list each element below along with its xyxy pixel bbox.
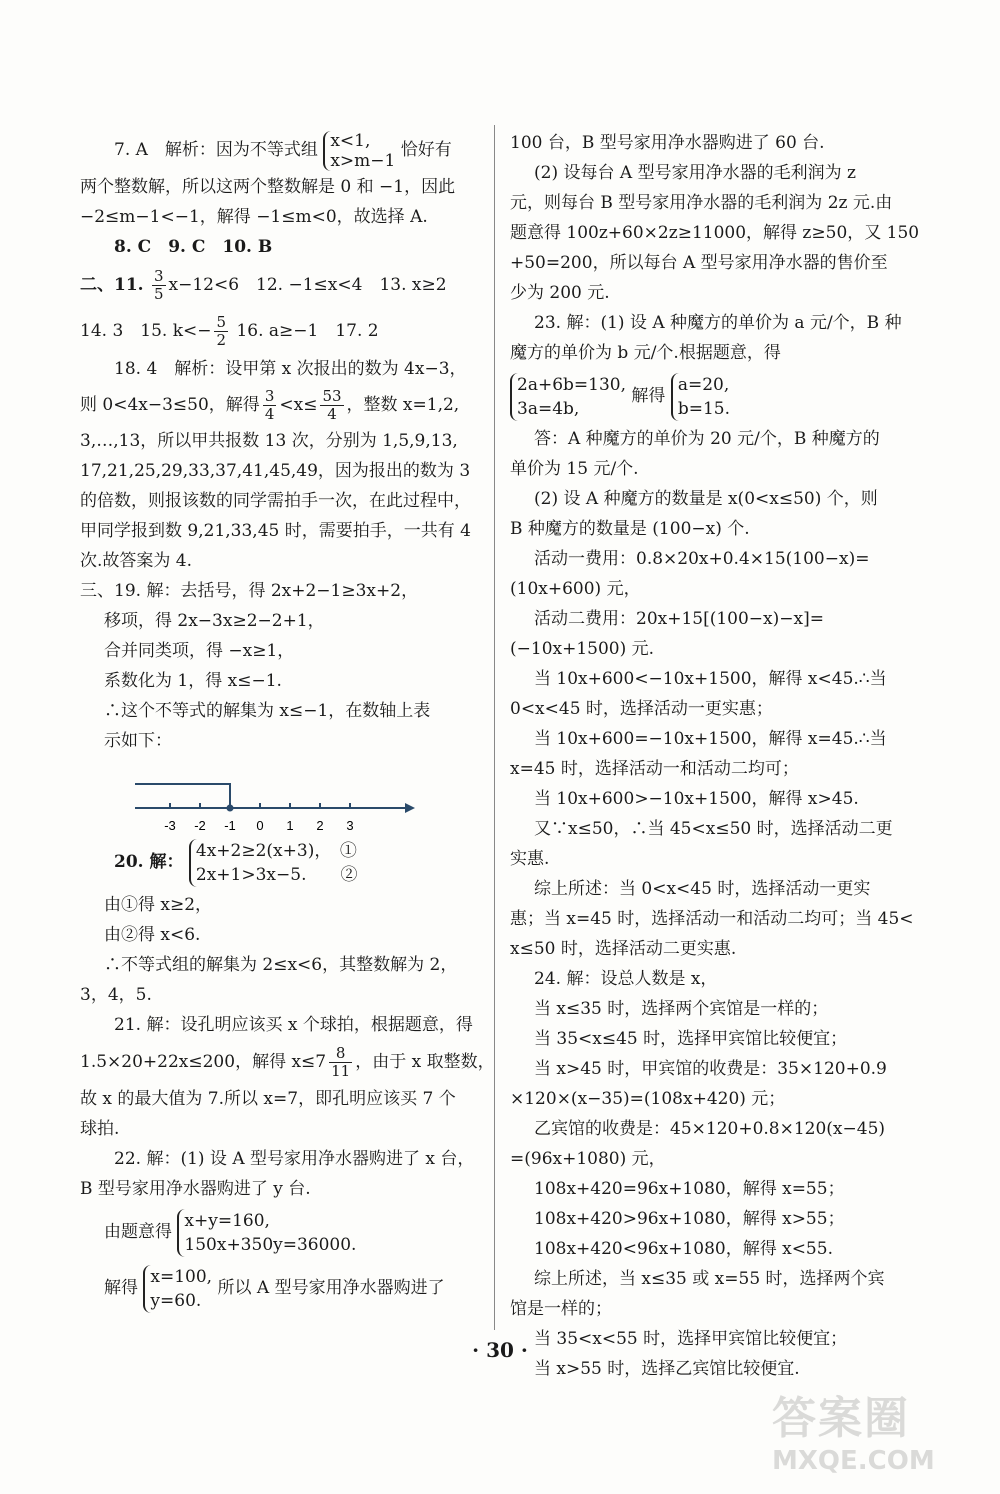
q19-line1: 三、19. 解：去括号，得 2x+2−1≥3x+2， [80,581,419,601]
q18-line1: 18. 4 解析：设甲第 x 次报出的数为 4x−3， [114,359,467,379]
q7-system: x<1, x>m−1 [323,131,395,171]
fraction: $\frac{5}{2}$ [216,313,227,349]
q22-solution-line: 解得 x=100, y=60. 所以 A 型号家用净水器购进了 [104,1266,445,1311]
tick-label: 0 [256,818,264,833]
q8-answers: 8. C 9. C 10. B [114,237,273,257]
tick-label: 1 [286,818,294,833]
q20-system: 4x+2≥2(x+3)， ① 2x+1>3x−5. ② [189,839,358,887]
fraction: $\frac{3}{5}$ [153,267,164,303]
q18-line2: 则 0<4x−3≤50，解得 $\frac{3}{4}$ <x≤ $\frac{53}{4}$ ，整数 x=1,2, [80,387,460,423]
q7-line3: −2≤m−1<−1，解得 −1≤m<0，故选择 A. [80,207,428,227]
tick-label: -1 [224,818,236,833]
q23-line1: 23. 解：(1) 设 A 种魔方的单价为 a 元/个，B 种 [534,313,902,333]
q21-line1: 21. 解：设孔明应该买 x 个球拍，根据题意，得 [114,1015,473,1035]
tick-label: 2 [316,818,324,833]
q23-system-line: 2a+6b=130, 3a=4b, 解得 a=20, b=15. [510,368,910,424]
left-column: 7. A 解析：因为不等式组 x<1, x>m−1 恰好有 两个整数解，所以这两个整数解是 0 和 −1，因此 −2≤m−1<−1，解得 −1≤m<0，故选择 A. 8. C 9. C 10. B 二、11. $\frac{3}{5}$ x−12<6 12. −1≤x<4 13. x≥2 14. 3 15. k<− $\frac{5}{2}$ 16. a≥−1 17. 2 18. 4 解析：设甲第 x 次报出的数为 4x−3， 则 0<4x−3≤50，解得 $\frac{3}{4}$ <x≤ $\frac{53}{4}$ ，整数 x=1,2, 3,…,13，所以甲共报数 13 次，分别为 1,5,9,13, 17,21,25,29,33,37,41,45,49，因为报出的数为 3 的倍数，则报该数的同学需拍手一次，在此过程中， 甲同学报到数 9,21,33,45 时，需要拍手，一共有 4 次.故答案为 4. 三、19. 解：去括号，得 2x+2−1≥3x+2， 移项，得 2x−3x≥2−2+1， 合并同类项，得 −x≥1， 系数化为 1，得 x≤−1. ∴这个不等式的解集为 x≤−1，在数轴上表 示如下： 20. 解： 4x+2≥2(x+3)， ① 2x+1>3x−5. ② 由①得 x≥2， 由②得 x<6. ∴不等式组的解集为 2≤x<6，其整数解为 2， 3，4，5. 21. 解：设孔明应该买 x 个球拍，根据题意，得 1.5×20+22x≤200，解得 x≤7 $\frac{8}{11}$ ，由于 x 取整数， 故 x 的最大值为 7.所以 x=7，即孔明应该买 7 个 球拍. 22. 解：(1) 设 A 型号家用净水器购进了 x 台， B 型号家用净水器购进了 y 台. 由题意得 x+y=160, 150x+350y=36000. 解得 x=100, y=60. 所以 A 型号家用净水器购进了 [80,128,490,1316]
right-column: 100 台，B 型号家用净水器购进了 60 台. (2) 设每台 A 型号家用净水器的毛利润为 z 元，则每台 B 型号家用净水器的毛利润为 2z 元.由 题意得 100z+60×2z≥11000，解得 z≥50，又 150 +50=200，所以每台 A 型号家用净水器的售价至 少为 200 元. 23. 解：(1) 设 A 种魔方的单价为 a 元/个，B 种 魔方的单价为 b 元/个.根据题意，得 2a+6b=130, 3a=4b, 解得 a=20, b=15. 答：A 种魔方的单价为 20 元/个，B 种魔方的 单价为 15 元/个. (2) 设 A 种魔方的数量是 x(0<x≤50) 个，则 B 种魔方的数量是 (100−x) 个. 活动一费用：0.8×20x+0.4×15(100−x)= (10x+600) 元， 活动二费用：20x+15[(100−x)−x]= (−10x+1500) 元. 当 10x+600<−10x+1500，解得 x<45.∴当 0<x<45 时，选择活动一更实惠； 当 10x+600=−10x+1500，解得 x=45.∴当 x=45 时，选择活动一和活动二均可； 当 10x+600>−10x+1500，解得 x>45. 又∵x≤50，∴当 45<x≤50 时，选择活动二更 实惠. 综上所述：当 0<x<45 时，选择活动一更实 惠；当 x=45 时，选择活动一和活动二均可；当 45< x≤50 时，选择活动二更实惠. 24. 解：设总人数是 x， 当 x≤35 时，选择两个宾馆是一样的； 当 35<x≤45 时，选择甲宾馆比较便宜； 当 x>45 时，甲宾馆的收费是：35×120+0.9 ×120×(x−35)=(108x+420) 元； 乙宾馆的收费是：45×120+0.8×120(x−45) =(96x+1080) 元， 108x+420=96x+1080，解得 x=55； 108x+420>96x+1080，解得 x>55； 108x+420<96x+1080，解得 x<55. 综上所述，当 x≤35 或 x=55 时，选择两个宾 馆是一样的； 当 35<x<55 时，选择甲宾馆比较便宜； 当 x>55 时，选择乙宾馆比较便宜. [510,133,920,1379]
column-divider [494,125,495,1330]
number-line [135,778,415,838]
tick-label: 3 [346,818,354,833]
q14-line: 14. 3 15. k<− $\frac{5}{2}$ 16. a≥−1 17. 2 [80,313,379,349]
q7-text: 7. A 解析：因为不等式组 [114,140,318,160]
q20-line: 20. 解： 4x+2≥2(x+3)， ① 2x+1>3x−5. ② [114,840,358,885]
q22-line1: 22. 解：(1) 设 A 型号家用净水器购进了 x 台， [114,1149,475,1169]
q11-line: 二、11. $\frac{3}{5}$ x−12<6 12. −1≤x<4 13. x≥2 [80,267,447,303]
q7-line2: 两个整数解，所以这两个整数解是 0 和 −1，因此 [80,177,456,197]
page-number: · 30 · [472,1338,528,1362]
q21-line2: 1.5×20+22x≤200，解得 x≤7 $\frac{8}{11}$ ，由于 x 取整数， [80,1044,495,1080]
watermark-logo: 答案圈 MXQE.COM [772,1393,935,1476]
q7-line: 7. A 解析：因为不等式组 x<1, x>m−1 恰好有 [114,130,452,171]
tick-label: -2 [194,818,206,833]
tick-label: -3 [164,818,176,833]
q22-system-line: 由题意得 x+y=160, 150x+350y=36000. [104,1210,357,1255]
q24-line1: 24. 解：设总人数是 x， [534,969,718,989]
